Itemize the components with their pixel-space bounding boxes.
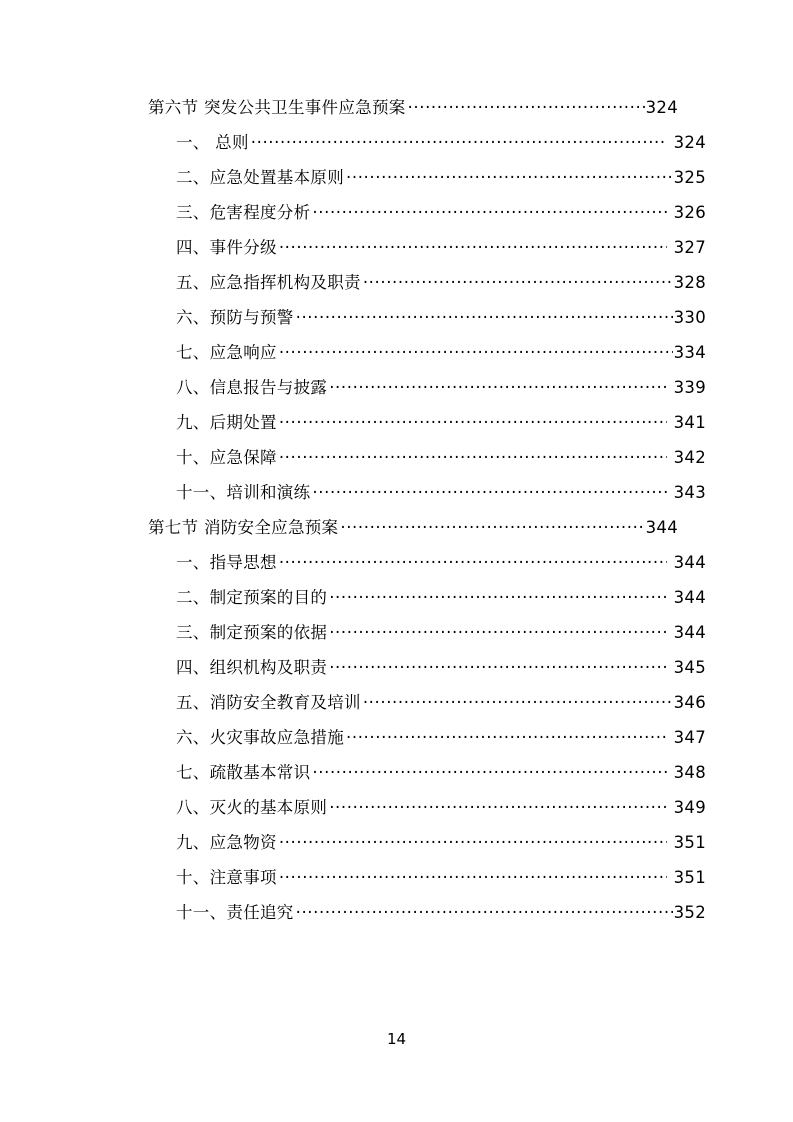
toc-leader-dots	[279, 551, 667, 568]
toc-entry-page-number: 328	[673, 272, 706, 292]
toc-entry[interactable]	[148, 761, 706, 796]
toc-entry-title: 六、预防与预警	[176, 307, 294, 327]
toc-entry-title: 四、组织机构及职责	[176, 657, 328, 677]
toc-entry[interactable]	[148, 516, 678, 551]
toc-leader-dots	[346, 726, 667, 743]
toc-entry[interactable]	[148, 446, 706, 481]
toc-leader-dots	[312, 481, 666, 498]
toc-entry[interactable]	[148, 831, 706, 866]
toc-entry[interactable]	[148, 621, 706, 656]
toc-leader-dots	[329, 586, 666, 603]
toc-entry-page-number: 326	[673, 202, 706, 222]
toc-entry[interactable]	[148, 236, 706, 271]
toc-entry-title: 第六节 突发公共卫生事件应急预案	[148, 97, 406, 117]
toc-entry[interactable]	[148, 796, 706, 831]
toc-entry-title: 九、后期处置	[176, 412, 277, 432]
toc-entry-page-number: 345	[673, 657, 706, 677]
toc-entry[interactable]	[148, 551, 706, 586]
toc-leader-dots	[329, 621, 666, 638]
toc-entry-title: 七、疏散基本常识	[176, 762, 311, 782]
toc-leader-dots	[329, 656, 666, 673]
toc-leader-dots	[296, 901, 673, 918]
toc-entry-page-number: 347	[673, 727, 706, 747]
toc-entry[interactable]	[148, 411, 706, 446]
toc-entry[interactable]	[148, 271, 706, 306]
toc-entry-title: 五、应急指挥机构及职责	[176, 272, 361, 292]
toc-entry-title: 三、制定预案的依据	[176, 622, 328, 642]
toc-entry[interactable]	[148, 376, 706, 411]
toc-entry-title: 一、指导思想	[176, 552, 277, 572]
toc-entry-page-number: 346	[673, 692, 706, 712]
toc-entry-page-number: 344	[645, 517, 678, 537]
toc-entry[interactable]	[148, 481, 706, 516]
page-footer	[0, 1030, 793, 1048]
toc-entry-page-number: 344	[673, 552, 706, 572]
toc-entry[interactable]	[148, 866, 706, 901]
toc-entry-title: 十、应急保障	[176, 447, 277, 467]
toc-entry-page-number: 342	[673, 447, 706, 467]
toc-entry-title: 十一、责任追究	[176, 902, 294, 922]
toc-entry-title: 六、火灾事故应急措施	[176, 727, 344, 747]
toc-leader-dots	[279, 341, 673, 358]
toc-leader-dots	[329, 376, 666, 393]
toc-entry[interactable]	[148, 131, 706, 166]
toc-entry-page-number: 334	[673, 342, 706, 362]
toc-entry-page-number: 344	[673, 622, 706, 642]
toc-entry-title: 十一、培训和演练	[176, 482, 311, 502]
toc-entry-page-number: 341	[673, 412, 706, 432]
toc-leader-dots	[279, 446, 667, 463]
toc-entry[interactable]	[148, 96, 678, 131]
toc-entry-title: 三、危害程度分析	[176, 202, 311, 222]
table-of-contents	[148, 96, 706, 936]
toc-entry-title: 四、事件分级	[176, 237, 277, 257]
toc-entry-title: 十、注意事项	[176, 867, 277, 887]
toc-entry-page-number: 352	[673, 902, 706, 922]
toc-entry-title: 二、制定预案的目的	[176, 587, 328, 607]
toc-leader-dots	[329, 796, 666, 813]
toc-entry[interactable]	[148, 901, 706, 936]
toc-entry-title: 一、 总则	[176, 132, 249, 152]
toc-leader-dots	[346, 166, 673, 183]
toc-entry-page-number: 327	[673, 237, 706, 257]
toc-leader-dots	[408, 96, 645, 113]
toc-leader-dots	[363, 691, 673, 708]
toc-entry-page-number: 349	[673, 797, 706, 817]
toc-entry-page-number: 330	[673, 307, 706, 327]
toc-entry-title: 八、灭火的基本原则	[176, 797, 328, 817]
toc-leader-dots	[312, 201, 666, 218]
toc-entry-page-number: 324	[673, 132, 706, 152]
toc-leader-dots	[363, 271, 673, 288]
toc-entry-page-number: 344	[673, 587, 706, 607]
toc-entry-title: 第七节 消防安全应急预案	[148, 517, 339, 537]
toc-entry[interactable]	[148, 201, 706, 236]
toc-entry[interactable]	[148, 341, 706, 376]
toc-entry-page-number: 339	[673, 377, 706, 397]
toc-entry-title: 八、信息报告与披露	[176, 377, 328, 397]
page-number: 14	[386, 1030, 407, 1048]
toc-leader-dots	[279, 866, 667, 883]
toc-entry-title: 二、应急处置基本原则	[176, 167, 344, 187]
toc-leader-dots	[251, 131, 667, 148]
toc-leader-dots	[296, 306, 673, 323]
toc-leader-dots	[312, 761, 666, 778]
toc-leader-dots	[340, 516, 644, 533]
toc-leader-dots	[279, 236, 667, 253]
toc-entry[interactable]	[148, 656, 706, 691]
toc-entry-page-number: 324	[645, 97, 678, 117]
toc-entry-page-number: 348	[673, 762, 706, 782]
toc-entry[interactable]	[148, 306, 706, 341]
toc-entry-page-number: 343	[673, 482, 706, 502]
toc-entry-page-number: 325	[673, 167, 706, 187]
toc-entry-title: 七、应急响应	[176, 342, 277, 362]
toc-entry[interactable]	[148, 691, 706, 726]
toc-leader-dots	[279, 831, 667, 848]
toc-entry-page-number: 351	[673, 867, 706, 887]
toc-leader-dots	[279, 411, 667, 428]
toc-entry-title: 五、消防安全教育及培训	[176, 692, 361, 712]
toc-entry-title: 九、应急物资	[176, 832, 277, 852]
toc-entry-page-number: 351	[673, 832, 706, 852]
toc-entry[interactable]	[148, 166, 706, 201]
toc-entry[interactable]	[148, 726, 706, 761]
toc-entry[interactable]	[148, 586, 706, 621]
